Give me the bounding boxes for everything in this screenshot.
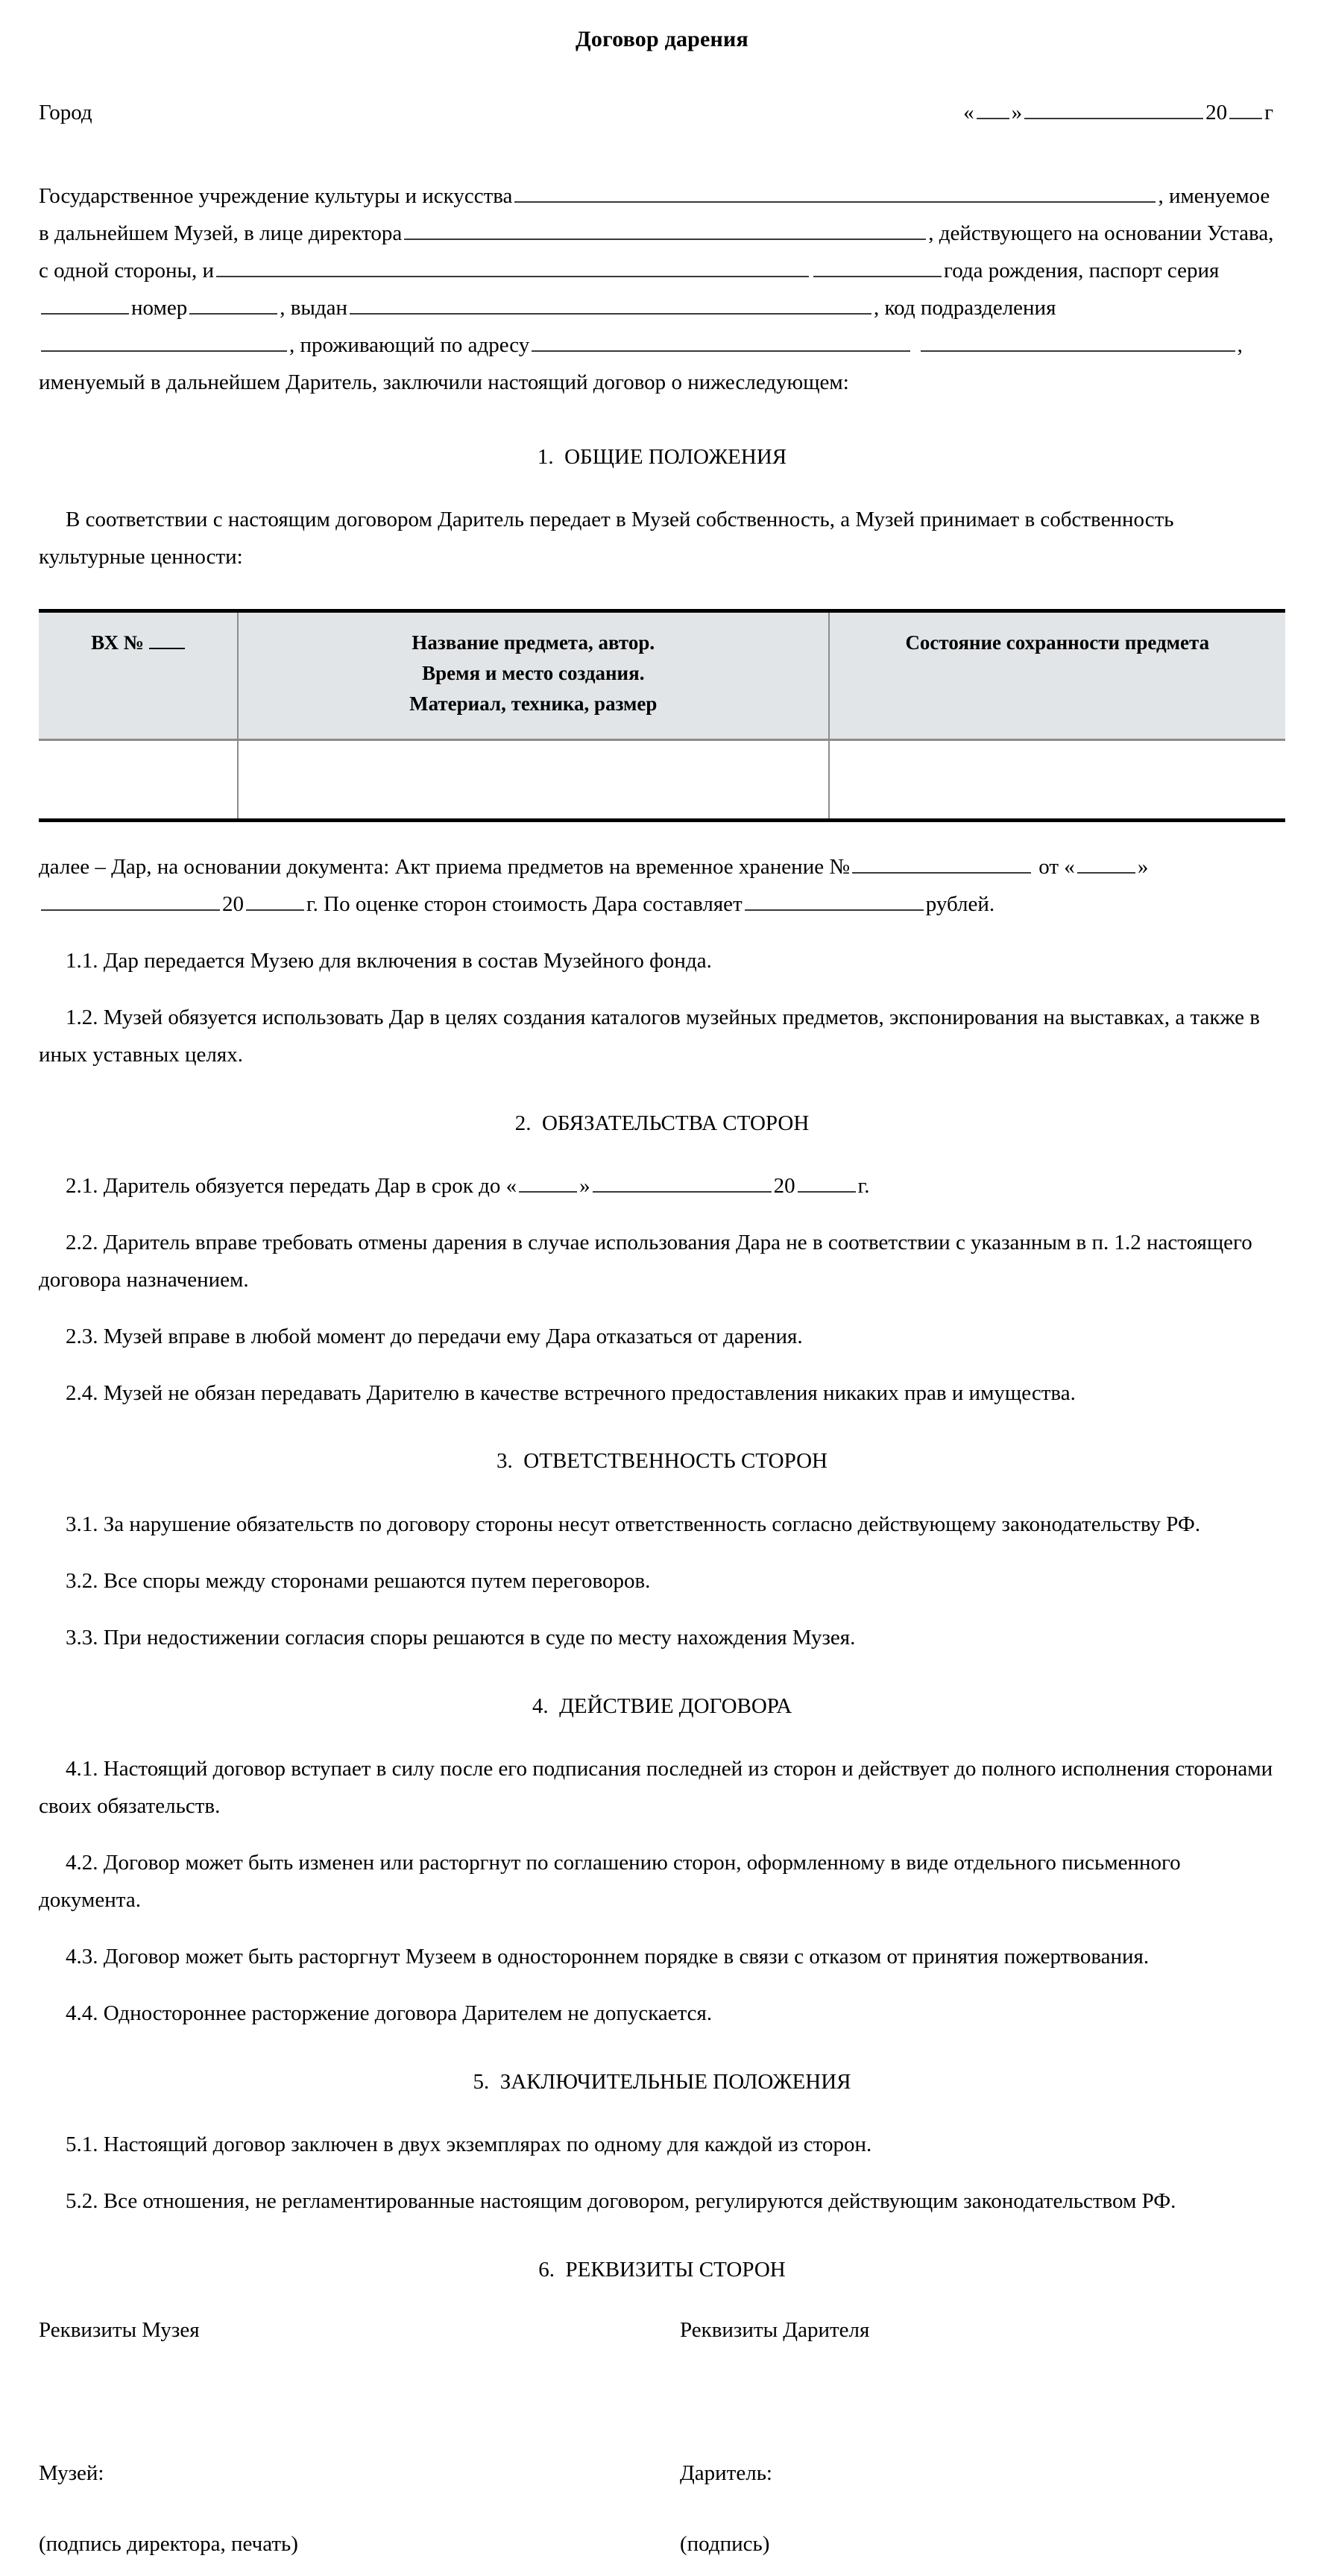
preamble-line-3: на основании Устава, с одной стороны, и: [39, 221, 1274, 283]
preamble-line-5: подразделения: [920, 296, 1056, 321]
museum-signer-label: Музей:: [39, 2460, 104, 2485]
clause-5-2-line-2: законодательством РФ.: [963, 2189, 1176, 2213]
section-heading-6: 6. РЕКВИЗИТЫ СТОРОН: [538, 2257, 786, 2282]
clause-4-3: [39, 1939, 1285, 1976]
year-fill[interactable]: [1229, 95, 1262, 119]
clause-4-2-line-2: отдельного письменного документа.: [39, 1851, 1181, 1912]
clause-4-1-line-2: до полного исполнения сторонами своих обязательств.: [39, 1757, 1273, 1819]
table-cell-condition[interactable]: [829, 740, 1285, 821]
deadline-month-fill[interactable]: [593, 1169, 772, 1193]
clause-4-2-line-1: 4.2. Договор может быть изменен или расторгнут по соглашению сторон, оформленному в виде: [66, 1851, 949, 1875]
clause-5-2-line-1: 5.2. Все отношения, не регламентированные настоящим договором, регулируются действующим: [66, 2189, 959, 2213]
after-table-line-2: г. По оценке сторон стоимость Дара составляет: [306, 892, 743, 916]
clause-2-2-line-1: 2.2. Даритель вправе требовать отмены дарения в случае использования Дара не в соответствии: [66, 1230, 951, 1254]
director-name-fill[interactable]: [404, 216, 926, 240]
clause-1-2-line-2: экспонирования на выставках, а также в иных уставных целях.: [39, 1005, 1260, 1067]
date-group: [963, 95, 1273, 130]
clause-3-3: 3.3. При недостижении согласия споры решаются в суде по месту нахождения Музея.: [66, 1625, 856, 1650]
donor-signature-note: (подпись): [680, 2532, 770, 2557]
table-header-row: [39, 611, 1285, 740]
section-1-intro-line-2: в собственность культурные ценности:: [39, 508, 1174, 569]
quote-open: «: [963, 100, 974, 124]
signature-notes-row: [39, 2528, 1285, 2561]
donor-name-fill[interactable]: [216, 253, 809, 277]
gift-value-fill[interactable]: [745, 887, 924, 911]
cultural-values-table: [39, 609, 1285, 822]
preamble-acting: , действующего: [928, 221, 1073, 246]
section-heading-3: 3. ОТВЕТСТВЕННОСТЬ СТОРОН: [497, 1449, 828, 1474]
preamble-line-4: рождения, паспорт серия: [988, 259, 1220, 283]
preamble-line-7: о нижеследующем:: [671, 370, 849, 394]
requisites-headings-row: [39, 2314, 1285, 2347]
passport-issuer-fill[interactable]: [350, 291, 871, 315]
city-label: Город: [39, 100, 92, 124]
clause-5-2: [39, 2183, 1285, 2220]
museum-requisites-heading: Реквизиты Музея: [39, 2318, 200, 2343]
preamble-line-1: Государственное учреждение культуры и искусства: [39, 184, 513, 209]
preamble-line-6: , именуемый в дальнейшем Даритель, заключили настоящий договор: [39, 332, 1243, 394]
preamble-paragraph: [39, 178, 1285, 401]
table-header-incoming-number: [39, 611, 238, 740]
day-fill[interactable]: [977, 95, 1009, 119]
institution-name-fill[interactable]: [514, 179, 1156, 203]
act-year-fill[interactable]: [246, 887, 304, 911]
table-header-incoming-number-label: ВХ №: [91, 631, 144, 654]
table-cell-incoming-number[interactable]: [39, 740, 238, 821]
description-line-1: Название предмета, автор.: [412, 631, 655, 654]
description-line-3: Материал, техника, размер: [409, 692, 658, 716]
section-heading-5: 5. ЗАКЛЮЧИТЕЛЬНЫЕ ПОЛОЖЕНИЯ: [473, 2069, 851, 2094]
clause-2-1-year-suffix: г.: [857, 1174, 870, 1199]
clause-2-1-year-prefix: 20: [773, 1174, 795, 1199]
after-table-rubles: рублей.: [925, 892, 995, 916]
section-1-intro: [39, 502, 1285, 576]
after-table-from: от «: [1038, 855, 1075, 880]
clause-1-1: 1.1. Дар передается Музею для включения в состав Музейного фонда.: [66, 948, 712, 973]
table-head: [39, 611, 1285, 740]
clause-2-1: [39, 1168, 1285, 1205]
preamble-comma-1: ,: [1158, 184, 1164, 209]
section-heading-2: 2. ОБЯЗАТЕЛЬСТВА СТОРОН: [514, 1111, 810, 1135]
preamble-line-2: именуемое в дальнейшем Музей, в лице директора: [39, 184, 1270, 246]
deadline-year-fill[interactable]: [798, 1169, 856, 1193]
after-table-year-prefix: 20: [222, 892, 244, 916]
city-date-row: [39, 95, 1285, 130]
clause-4-3-line-1: 4.3. Договор может быть расторгнут Музеем в одностороннем порядке в связи с отказом от принятия: [66, 1944, 999, 1969]
preamble-address-word: , проживающий по адресу: [289, 332, 530, 357]
clause-4-3-line-2: пожертвования.: [1003, 1944, 1150, 1969]
preamble-year-word: года: [944, 259, 983, 283]
after-table-paragraph: [39, 849, 1285, 924]
section-heading-1: 1. ОБЩИЕ ПОЛОЖЕНИЯ: [537, 444, 787, 469]
clause-2-4-line-2: и имущества.: [951, 1380, 1076, 1405]
month-fill[interactable]: [1024, 95, 1203, 119]
clause-3-2: 3.2. Все споры между сторонами решаются путем переговоров.: [66, 1568, 651, 1593]
document-title: Договор дарения: [576, 27, 748, 51]
clause-2-2-line-2: с указанным в п. 1.2 настоящего договора назначением.: [39, 1230, 1252, 1292]
clause-1-2-line-1: 1.2. Музей обязуется использовать Дар в целях создания каталогов музейных предметов,: [66, 1005, 884, 1029]
passport-series-fill[interactable]: [41, 291, 129, 315]
clause-1-2: [39, 1000, 1285, 1074]
division-code-fill[interactable]: [41, 328, 287, 352]
preamble-code: , код: [874, 296, 915, 321]
clause-2-4: [39, 1375, 1285, 1412]
clause-4-1: [39, 1751, 1285, 1825]
clause-4-2: [39, 1845, 1285, 1919]
preamble-issued: , выдан: [280, 296, 348, 321]
table-body: [39, 740, 1285, 821]
deadline-day-fill[interactable]: [519, 1169, 577, 1193]
clause-2-4-line-1: 2.4. Музей не обязан передавать Дарителю в качестве встречного предоставления никаких прав: [66, 1380, 947, 1405]
act-number-fill[interactable]: [852, 850, 1031, 874]
birth-date-fill[interactable]: [813, 253, 942, 277]
table-header-condition: Состояние сохранности предмета: [829, 611, 1285, 740]
donor-requisites-heading: Реквизиты Дарителя: [680, 2318, 870, 2343]
museum-signature-note: (подпись директора, печать): [39, 2532, 298, 2557]
clause-3-1: [39, 1506, 1285, 1544]
act-month-fill[interactable]: [41, 887, 220, 911]
clause-2-2: [39, 1225, 1285, 1299]
clause-4-1-line-1: 4.1. Настоящий договор вступает в силу после его подписания последней из сторон и действует: [66, 1757, 949, 1781]
incoming-number-fill[interactable]: [149, 629, 185, 649]
quote-close: »: [1011, 100, 1023, 124]
year-suffix: г: [1264, 100, 1273, 124]
passport-number-fill[interactable]: [189, 291, 277, 315]
table-row[interactable]: [39, 740, 1285, 821]
bottom-spacer: [39, 2561, 1285, 2576]
table-header-description: [238, 611, 829, 740]
after-table-line-1: далее – Дар, на основании документа: Акт приема предметов на временное хранение №: [39, 855, 851, 880]
clause-5-1: 5.1. Настоящий договор заключен в двух экземплярах по одному для каждой из сторон.: [66, 2133, 872, 2157]
signature-names-row: [39, 2457, 1285, 2490]
clause-4-4: 4.4. Одностороннее расторжение договора Дарителем не допускается.: [66, 2001, 713, 2025]
description-line-2: Время и место создания.: [422, 662, 645, 685]
clause-2-1-text: 2.1. Даритель обязуется передать Дар в срок до «: [66, 1174, 517, 1199]
preamble-number-word: номер: [131, 296, 188, 321]
clause-2-1-quote-close: »: [579, 1174, 590, 1199]
section-1-intro-line-1: В соответствии с настоящим договором Даритель передает в Музей собственность, а Музей принимает: [66, 508, 1020, 532]
section-heading-4: 4. ДЕЙСТВИЕ ДОГОВОРА: [532, 1693, 792, 1718]
year-prefix: 20: [1205, 100, 1228, 124]
act-day-fill[interactable]: [1077, 850, 1135, 874]
address-fill-2[interactable]: [921, 328, 1235, 352]
after-table-quote-close: »: [1137, 855, 1149, 880]
clause-3-1-line-2: законодательству РФ.: [1001, 1512, 1201, 1537]
clause-3-1-line-1: 3.1. За нарушение обязательств по договору стороны несут ответственность согласно действующему: [66, 1512, 997, 1537]
donor-signer-label: Даритель:: [680, 2460, 772, 2485]
address-fill-1[interactable]: [532, 328, 910, 352]
clause-2-3: 2.3. Музей вправе в любой момент до передачи ему Дара отказаться от дарения.: [66, 1324, 803, 1348]
table-cell-description[interactable]: [238, 740, 829, 821]
